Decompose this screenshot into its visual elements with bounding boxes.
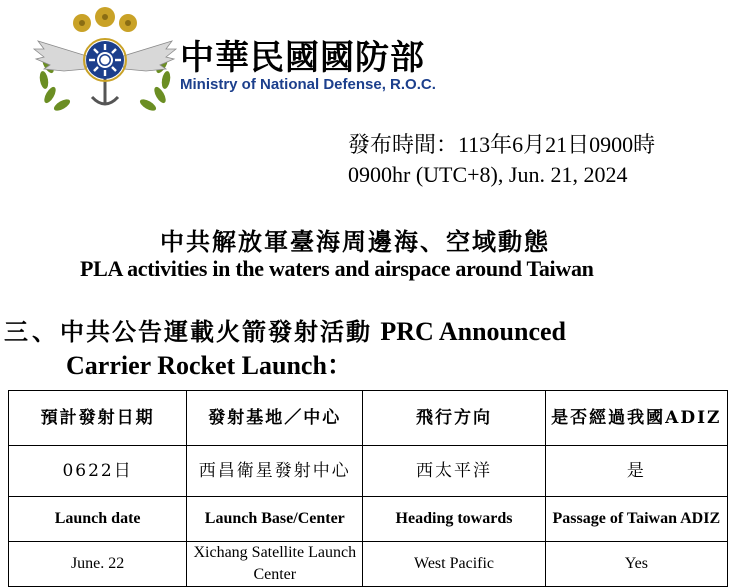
header-adiz-cn: 是否經過我國ADIZ (545, 391, 727, 446)
value-launch-date-en: June. 22 (9, 542, 187, 587)
header-launch-date-en: Launch date (9, 497, 187, 542)
header-launch-date-cn: 預計發射日期 (9, 391, 187, 446)
table-header-row-en (9, 497, 728, 542)
header-launch-base-cn: 發射基地／中心 (187, 391, 363, 446)
table-header-row-cn (9, 391, 728, 446)
value-adiz-cn: 是 (545, 446, 727, 497)
release-time-en: 0900hr (UTC+8), Jun. 21, 2024 (348, 162, 628, 187)
launch-table (8, 390, 728, 587)
value-launch-base-en: Xichang Satellite Launch Center (187, 542, 363, 587)
section-title-cn: 中共公告運載火箭發射活動 (60, 317, 372, 346)
value-heading-en: West Pacific (363, 542, 545, 587)
section-heading (4, 312, 566, 347)
release-time-cn: 發布時間：113年6月21日0900時 (348, 132, 656, 157)
table-row-en (9, 542, 728, 587)
section-number: 三、 (4, 317, 60, 346)
header-adiz-en: Passage of Taiwan ADIZ (545, 497, 727, 542)
header-heading-en: Heading towards (363, 497, 545, 542)
value-launch-base-cn: 西昌衛星發射中心 (187, 446, 363, 497)
section-title-en-line1: PRC Announced (380, 317, 567, 346)
value-adiz-en: Yes (545, 542, 727, 587)
page-title-cn: 中共解放軍臺海周邊海、空域動態 (160, 227, 550, 256)
page-title-en: PLA activities in the waters and airspace around Taiwan (80, 256, 594, 281)
value-heading-cn: 西太平洋 (363, 446, 545, 497)
value-launch-date-cn: 0622日 (9, 446, 187, 497)
mnd-emblem-icon (30, 5, 180, 113)
header-launch-base-en: Launch Base/Center (187, 497, 363, 542)
org-name-cn: 中華民國國防部 (180, 38, 425, 78)
section-title-en-line2: Carrier Rocket Launch： (66, 351, 353, 380)
header-heading-cn: 飛行方向 (363, 391, 545, 446)
org-name-en: Ministry of National Defense, R.O.C. (180, 76, 436, 93)
table-row-cn (9, 446, 728, 497)
